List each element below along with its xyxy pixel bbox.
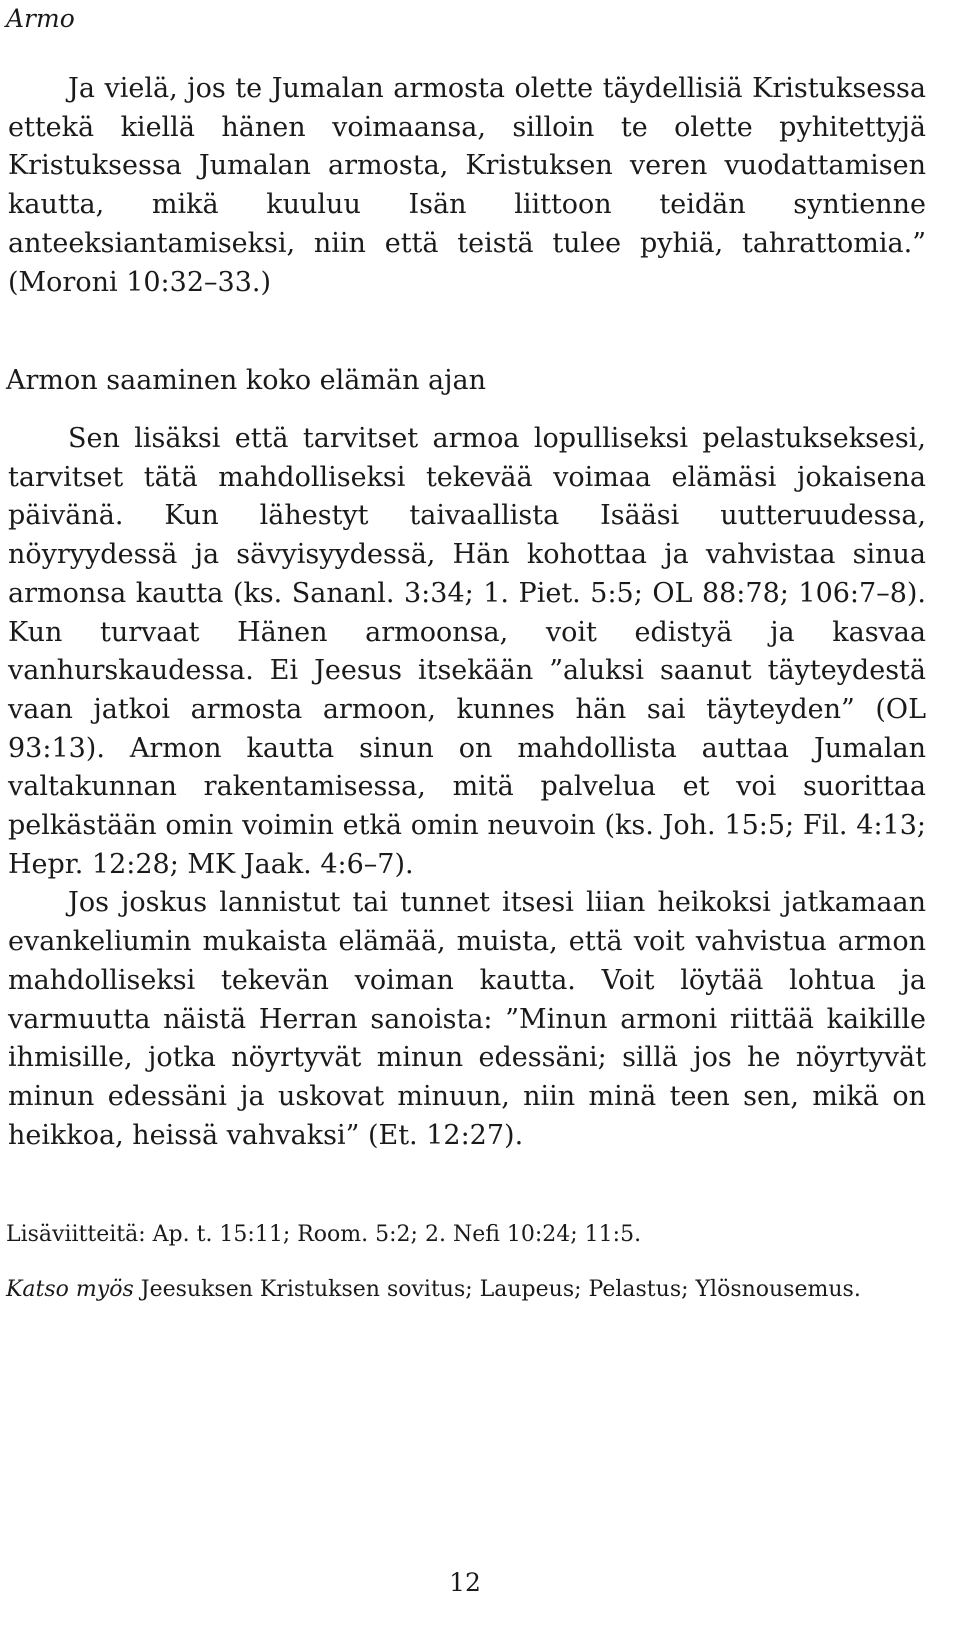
additional-references: Lisäviitteitä: Ap. t. 15:11; Room. 5:2; 2. Nefi 10:24; 11:5.	[6, 1222, 642, 1247]
see-also-label: Katso myös	[6, 1277, 134, 1302]
body-paragraph-1: Sen lisäksi että tarvitset armoa lopulliseksi pelastukseksesi, tarvitset tätä mahdolliseksi tekevää voimaa elämäsi jokaisena päivänä. Kun lähestyt taivaallista Isääsi uutteruudessa, nöyryydessä ja sävyisyydessä, Hän kohottaa ja vahvistaa sinua armonsa kautta (ks. Sananl. 3:34; 1. Piet. 5:5; OL 88:78; 106:7–8). Kun turvaat Hänen armoonsa, voit edistyä ja kasvaa vanhurskaudessa. Ei Jeesus itsekään ”aluksi saanut täyteydestä vaan jatkoi armosta armoon, kunnes hän sai täyteyden” (OL 93:13). Armon kautta sinun on mahdollista auttaa Jumalan valtakunnan rakentamisessa, mitä palvelua et voi suorittaa pelkästään omin voimin etkä omin neuvoin (ks. Joh. 15:5; Fil. 4:13; Hepr. 12:28; MK Jaak. 4:6–7).	[8, 423, 926, 880]
body-paragraph-2: Jos joskus lannistut tai tunnet itsesi liian heikoksi jatkamaan evankeliumin mukaista elämää, muista, että voit vahvistua armon mahdolliseksi tekevän voiman kautta. Voit löytää lohtua ja varmuutta näistä Herran sanoista: ”Minun armoni riittää kaikille ihmisille, jotka nöyrtyvät minun edessäni; sillä jos he nöyrtyvät minun edessäni ja uskovat minuun, niin minä teen sen, mikä on heikkoa, heissä vahvaksi” (Et. 12:27).	[8, 887, 926, 1151]
section-grace-quote	[8, 70, 926, 302]
quote-paragraph: Ja vielä, jos te Jumalan armosta olette täydellisiä Kristuksessa ettekä kiellä hänen voimaansa, silloin te olette pyhitettyjä Kristuksessa Jumalan armosta, Kristuksen veren vuodattamisen kautta, mikä kuuluu Isän liittoon teidän syntienne anteeksiantamiseksi, niin että teistä tulee pyhiä, tahrattomia.” (Moroni 10:32–33.)	[8, 73, 926, 298]
see-also-items: Jeesuksen Kristuksen sovitus; Laupeus; Pelastus; Ylösnousemus.	[140, 1277, 861, 1302]
see-also	[6, 1272, 924, 1308]
section-heading: Armon saaminen koko elämän ajan	[6, 365, 487, 396]
page-number: 12	[449, 1568, 481, 1597]
running-head: Armo	[6, 4, 75, 33]
section-grace-life	[8, 420, 926, 1155]
